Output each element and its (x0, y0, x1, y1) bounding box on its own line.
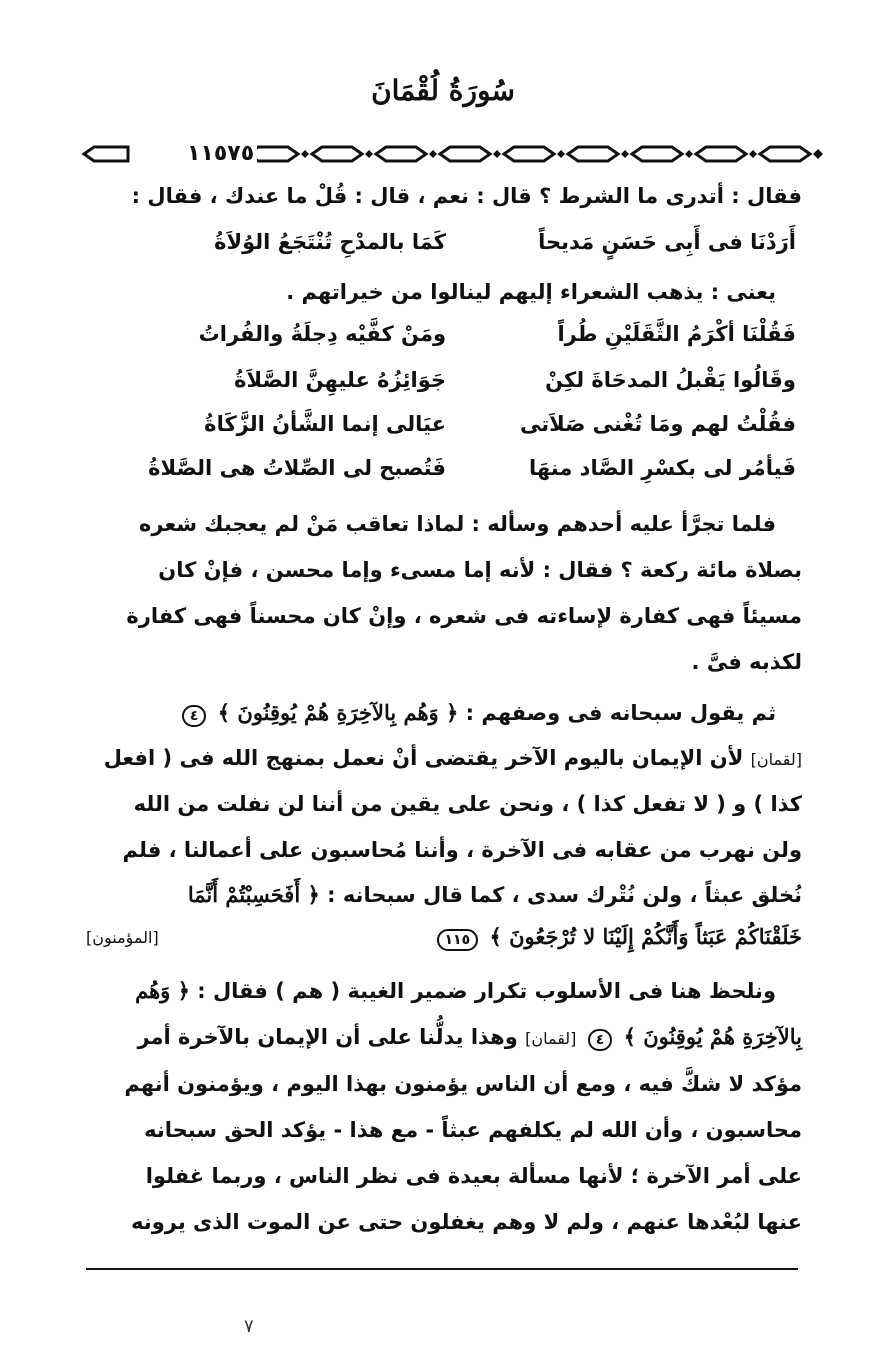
line-text: وهذا يدلُّنا على أن الإيمان بالآخرة أمر (137, 1025, 518, 1049)
ornamental-border (80, 140, 832, 168)
verse-hemistich-right: فقُلْتُ لهم ومَا تُغْنى صَلاَتى (520, 412, 796, 436)
verse-hemistich-left: كَمَا بالمدْحِ تُنْتَجَعُ الوُلاَةُ (214, 230, 446, 254)
verse-hemistich-right: فَيأمُر لى بكسْرِ الصَّاد منهَا (529, 456, 796, 480)
quran-verse: ﴿ وَهُم بِالآخِرَةِ هُمْ يُوقِنُونَ ﴾ (217, 700, 459, 725)
text-line: يعنى : يذهب الشعراء إليهم لينالوا من خيراتهم . (286, 280, 776, 304)
line-text: ونلحظ هنا فى الأسلوب تكرار ضمير الغيبة ( هم ) فقال : (197, 979, 776, 1003)
paragraph-line: فلما تجرَّأ عليه أحدهم وسأله : لماذا تعاقب مَنْ لم يعجبك شعره (139, 512, 776, 536)
quran-verse: ﴿ أَفَحَسِبْتُمْ أَنَّمَا (187, 882, 320, 907)
verse-hemistich-right: أَرَدْنَا فى أَبِى حَسَنٍ مَديحاً (538, 230, 796, 254)
paragraph-line: مسيئاً فهى كفارة لإساءته فى شعره ، وإنْ كان محسناً فهى كفارة (126, 604, 802, 628)
paragraph-line: لكذبه فىَّ . (691, 650, 802, 674)
verse-hemistich-left: عيَالى إنما الشَّأنُ الزَّكَاةُ (204, 412, 446, 436)
page-number: ١١٥٧٥ (184, 140, 257, 168)
verse-hemistich-left: ومَنْ كفَّيْه دِجلَةُ والفُراتُ (198, 322, 446, 346)
paragraph-line (137, 1024, 802, 1051)
paragraph-line (433, 924, 802, 951)
paragraph-line: بصلاة مائة ركعة ؟ فقال : لأنه إما مسىء وإما محسن ، فإنْ كان (158, 558, 802, 582)
line-text: ثم يقول سبحانه فى وصفهم : (465, 701, 776, 725)
surah-reference: [المؤمنون] (86, 928, 159, 947)
text-line: فقال : أتدرى ما الشرط ؟ قال : نعم ، قال : قُلْ ما عندك ، فقال : (131, 184, 802, 208)
paragraph-line: عنها لبُعْدها عنهم ، ولم لا وهم يغفلون حتى عن الموت الذى يرونه (131, 1210, 802, 1234)
footer-mark: ٧ (244, 1316, 254, 1337)
quran-verse: ﴿ وَهُم (135, 978, 190, 1003)
surah-reference: [لقمان] (525, 1029, 577, 1048)
paragraph-line: محاسبون ، وأن الله لم يكلفهم عبثاً - مع هذا - يؤكد الحق سبحانه (144, 1118, 802, 1142)
verse-hemistich-left: جَوَائِزُهُ عليهِنَّ الصَّلاَةُ (234, 368, 446, 392)
paragraph-line (178, 700, 776, 727)
verse-hemistich-left: فَتُصبح لى الصِّلاتُ هى الصَّلاةُ (148, 456, 446, 480)
paragraph-line (135, 978, 776, 1003)
surah-title: سُورَةُ لُقْمَانَ (371, 74, 515, 107)
ayah-number-marker: ٤ (588, 1029, 613, 1051)
ayah-number-marker: ٤ (182, 705, 207, 727)
surah-reference: [لقمان] (750, 750, 802, 769)
line-text: نُخلق عبثاً ، ولن نُتْرك سدى ، كما قال سبحانه : (327, 883, 802, 907)
quran-verse: خَلَقْنَاكُمْ عَبَثاً وَأَنَّكُمْ إِلَيْنَا لا تُرْجَعُونَ ﴾ (489, 924, 802, 949)
footer-rule (86, 1268, 798, 1270)
verse-hemistich-right: وقَالُوا يَقْبلُ المدحَاةَ لكِنْ (545, 368, 796, 392)
line-text: لأن الإيمان باليوم الآخر يقتضى أنْ نعمل بمنهج الله فى ( افعل (103, 746, 744, 770)
paragraph-line (188, 882, 802, 907)
paragraph-line: كذا ) و ( لا تفعل كذا ) ، ونحن على يقين من أننا لن نفلت من الله (133, 792, 802, 816)
quran-verse: بِالآخِرَةِ هُمْ يُوقِنُونَ ﴾ (623, 1024, 802, 1049)
paragraph-line: ولن نهرب من عقابه فى الآخرة ، وأننا مُحاسبون على أعمالنا ، فلم (122, 838, 802, 862)
paragraph-line: على أمر الآخرة ؛ لأنها مسألة بعيدة فى نظر الناس ، وربما غفلوا (145, 1164, 802, 1188)
ayah-number-marker: ١١٥ (437, 929, 479, 951)
paragraph-line (104, 746, 802, 770)
verse-hemistich-right: فَقُلْنَا أكْرَمُ الثَّقَلَيْنِ طُراً (557, 322, 796, 346)
paragraph-line: مؤكد لا شكَّ فيه ، ومع أن الناس يؤمنون بهذا اليوم ، ويؤمنون أنهم (124, 1072, 802, 1096)
